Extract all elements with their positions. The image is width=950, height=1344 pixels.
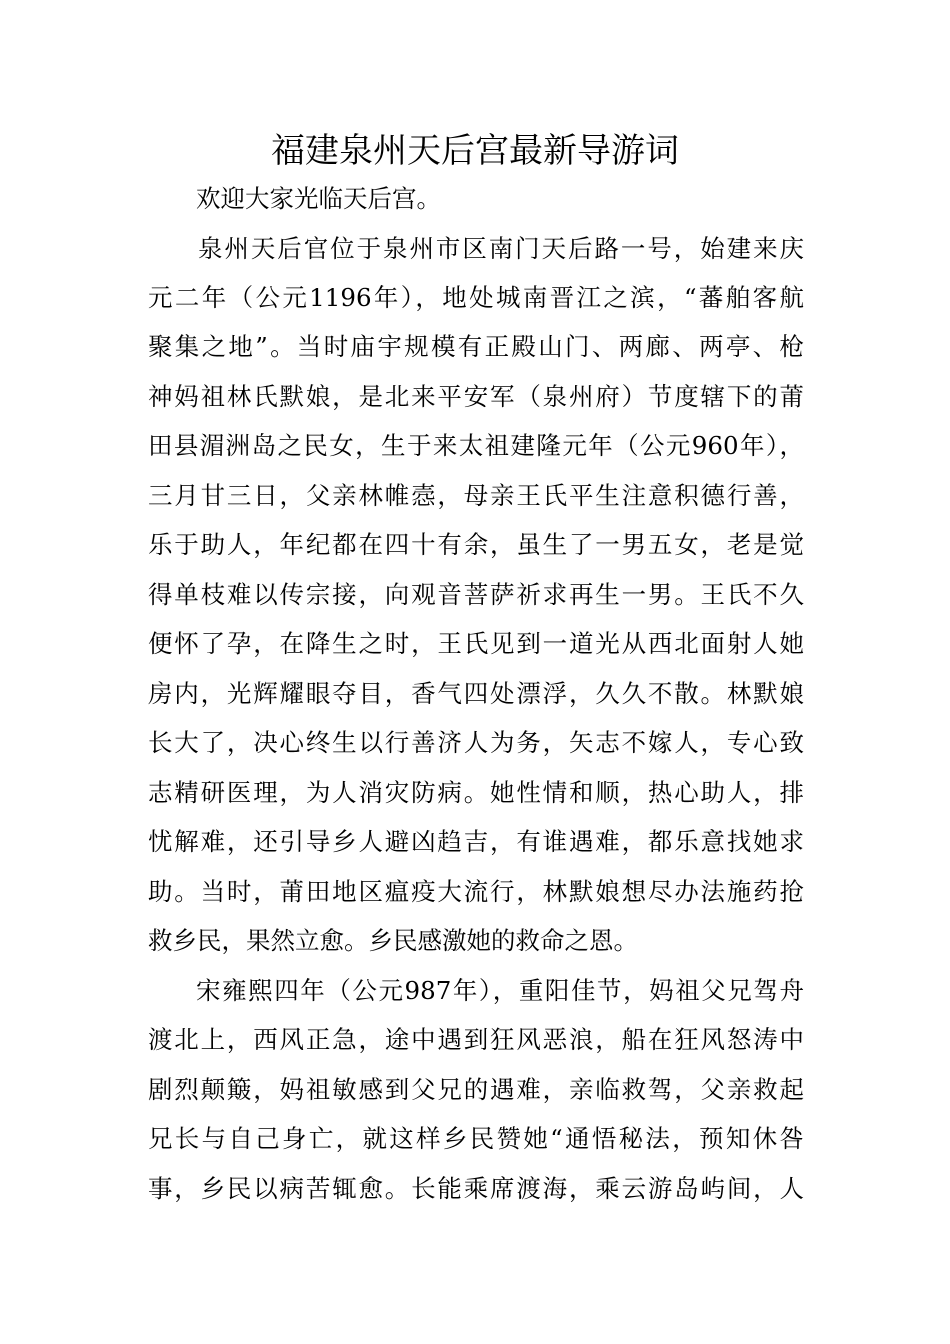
text-line: 乐于助人，年纪都在四十有余，虽生了一男五女，老是觉 (148, 530, 804, 559)
text-line: 神妈祖林氏默娘，是北来平安军（泉州府）节度辖下的莆 (148, 382, 804, 411)
text-line: 欢迎大家光临天后宫。 (196, 184, 441, 213)
text-line: 聚集之地”。当时庙宇规模有正殿山门、两廊、两亭、枪 (148, 332, 804, 361)
text-line: 志精研医理，为人消灾防病。她性情和顺，热心助人，排 (148, 778, 804, 807)
text-line: 三月甘三日，父亲林帷悫，母亲王氏平生注意积德行善， (148, 481, 804, 510)
text-line: 救乡民，果然立愈。乡民感激她的救命之恩。 (148, 926, 638, 955)
text-line: 宋雍熙四年（公元987年），重阳佳节，妈祖父兄驾舟 (196, 976, 804, 1005)
text-line: 剧烈颠簸，妈祖敏感到父兄的遇难，亲临救驾，父亲救起 (148, 1075, 804, 1104)
text-line: 事，乡民以病苦辄愈。长能乘席渡海，乘云游岛屿间，人 (148, 1174, 804, 1203)
text-line: 房内，光辉耀眼夺目，香气四处漂浮，久久不散。林默娘 (148, 679, 804, 708)
text-line: 长大了，决心终生以行善济人为务，矢志不嫁人，专心致 (148, 728, 804, 757)
text-line: 便怀了孕，在降生之时，王氏见到一道光从西北面射人她 (148, 629, 804, 658)
text-line: 兄长与自己身亡，就这样乡民赞她“通悟秘法，预知休咎 (148, 1124, 804, 1153)
text-line: 得单枝难以传宗接，向观音菩萨祈求再生一男。王氏不久 (148, 580, 804, 609)
document-title: 福建泉州天后宫最新导游词 (271, 131, 679, 171)
text-line: 忧解难，还引导乡人避凶趋吉，有谁遇难，都乐意找她求 (148, 827, 804, 856)
text-line: 渡北上，西风正急，途中遇到狂风恶浪，船在狂风怒涛中 (148, 1025, 804, 1054)
text-line: 元二年（公元1196年），地处城南晋江之滨，“蕃舶客航 (148, 283, 804, 312)
text-line: 泉州天后官位于泉州市区南门天后路一号，始建来庆 (198, 234, 804, 263)
text-line: 田县湄洲岛之民女，生于来太祖建隆元年（公元960年）， (148, 431, 804, 460)
text-line: 助。当时，莆田地区瘟疫大流行，林默娘想尽办法施药抢 (148, 877, 804, 906)
